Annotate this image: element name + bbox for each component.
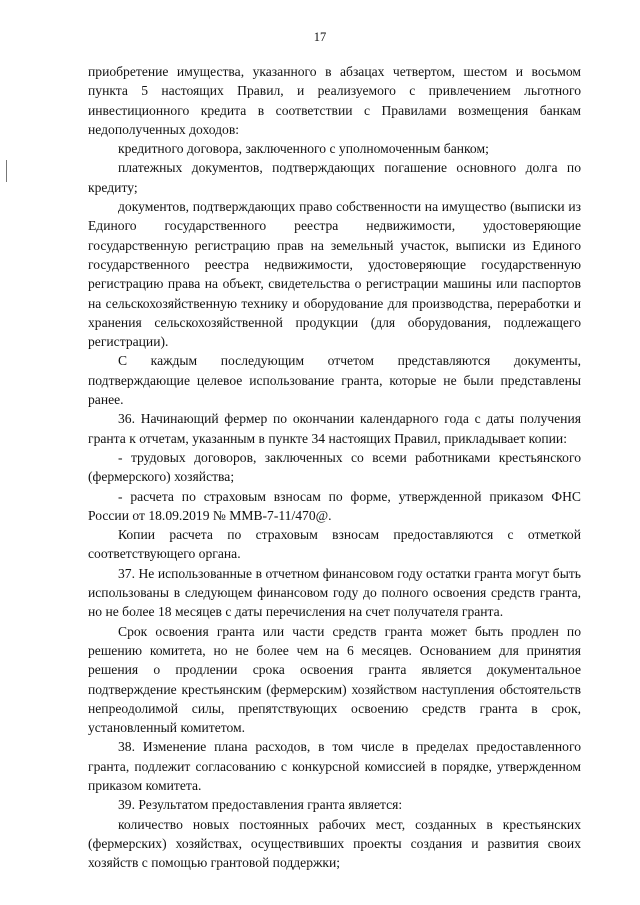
paragraph-36: 36. Начинающий фермер по окончании календарного года с даты получения гранта к отчетам, указанным в пункте 34 настоящих Правил, прикладывает копии: — [88, 411, 581, 446]
paragraph-subsequent-reports: С каждым последующим отчетом представляются документы, подтверждающие целевое использование гранта, которые не были представлены ранее. — [88, 353, 581, 408]
paragraph-calculation-copies: Копии расчета по страховым взносам предоставляются с отметкой соответствующего органа. — [88, 527, 581, 562]
margin-mark — [6, 160, 7, 182]
paragraph-labor-contracts: - трудовых договоров, заключенных со всеми работниками крестьянского (фермерского) хозяйства; — [88, 449, 581, 485]
paragraph-grant-term-extension: Срок освоения гранта или части средств гранта может быть продлен по решению комитета, но не более чем на 6 месяцев. Основанием для принятия решения о продлении срока освоения гранта является документальное подтверждение крестьянским (фермерским) хозяйством наступления обстоятельств непреодолимой силы, препятствующих освоению средств гранта в срок, установленный комитетом. — [88, 623, 581, 736]
paragraph-acquisition-continuation: приобретение имущества, указанного в абзацах четвертом, шестом и восьмом пункта 5 настоящих Правил, и реализуемого с привлечением льготного инвестиционного кредита в соответствии с Правилами возмещения банкам недополученных доходов: — [88, 64, 581, 137]
document-body — [88, 62, 581, 872]
paragraph-credit-agreement: кредитного договора, заключенного с уполномоченным банком; — [118, 141, 489, 157]
paragraph-payment-documents: платежных документов, подтверждающих погашение основного долга по кредиту; — [88, 160, 581, 195]
paragraph-insurance-calculation: - расчета по страховым взносам по форме, утвержденной приказом ФНС России от 18.09.2019 № ММВ-7-11/470@. — [88, 488, 581, 523]
paragraph-ownership-documents: документов, подтверждающих право собственности на имущество (выписки из Единого государственного реестра недвижимости, удостоверяющие государственную регистрацию прав на земельный участок, выписки из Единого государственного реестра недвижимости, удостоверяющие государственную регистрацию права на объект, свидетельства о регистрации машины или паспортов на сельскохозяйственную технику и оборудование для производства, переработки и хранения сельскохозяйственной продукции (для оборудования, подлежащего регистрации). — [88, 199, 581, 350]
paragraph-39: 39. Результатом предоставления гранта является: — [118, 797, 403, 813]
page-number: 17 — [313, 30, 327, 44]
paragraph-38: 38. Изменение плана расходов, в том числе в пределах предоставленного гранта, подлежит согласованию с конкурсной комиссией в порядке, утвержденном приказом комитета. — [88, 739, 581, 793]
paragraph-new-jobs: количество новых постоянных рабочих мест, созданных в крестьянских (фермерских) хозяйствах, осуществивших проекты создания и развития своих хозяйств с помощью грантовой поддержки; — [88, 816, 581, 871]
paragraph-37: 37. Не использованные в отчетном финансовом году остатки гранта могут быть использованы в следующем финансовом году до полного освоения средств гранта, но не более 18 месяцев с даты перечисления на счет получателя гранта. — [88, 565, 581, 620]
